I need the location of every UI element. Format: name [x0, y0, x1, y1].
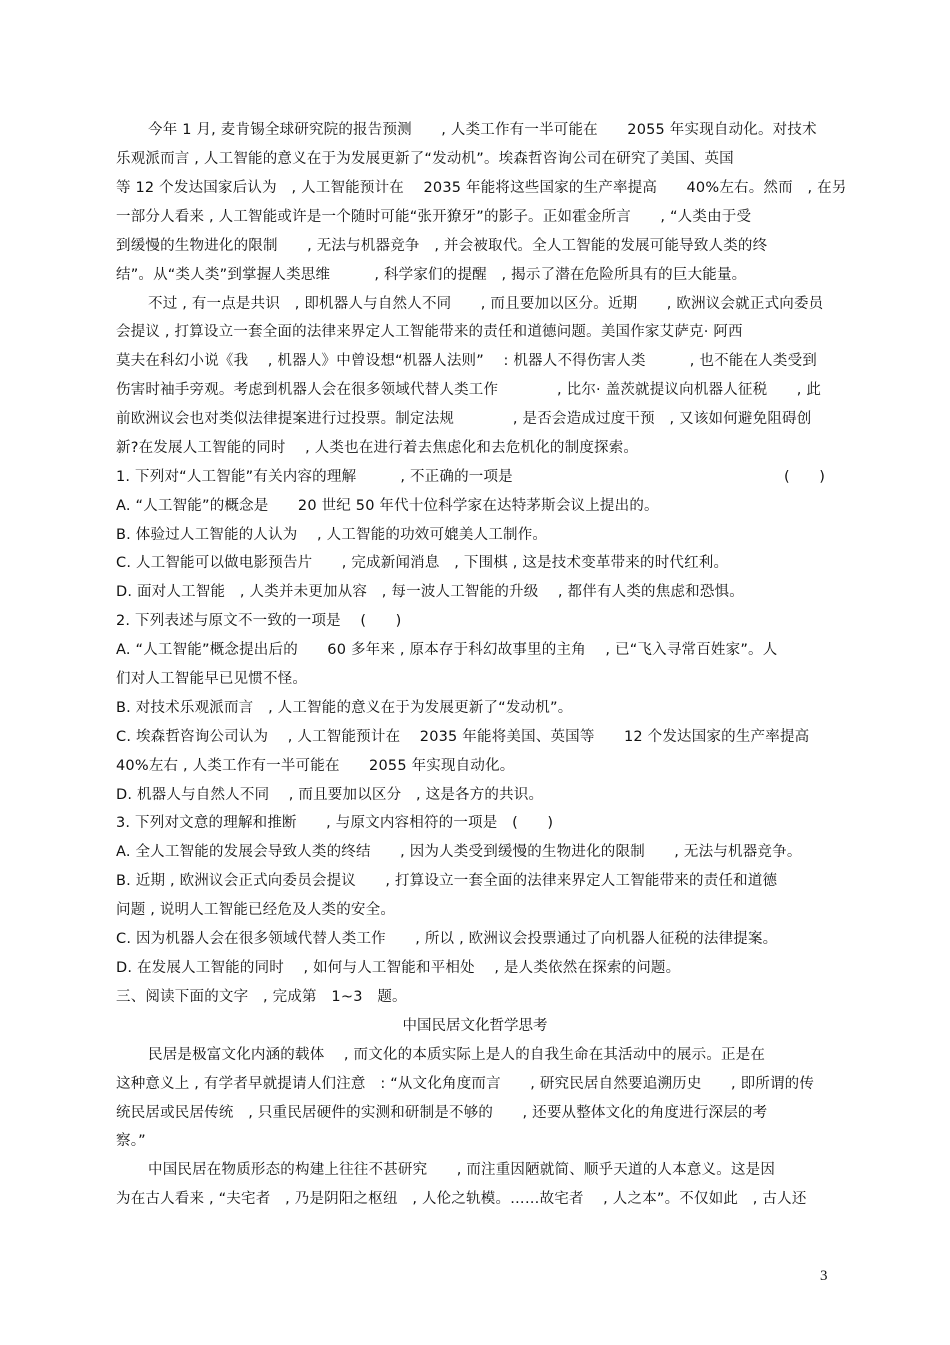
question-1-option-d: D. 面对人工智能 , 人类并未更加从容 , 每一波人工智能的升级 , 都伴有人类的焦虑和恐惧。	[116, 584, 744, 600]
paragraph-line: 这种意义上 , 有学者早就提请人们注意 : “从文化角度而言 , 研究民居自然要追溯历史 , 即所谓的传	[116, 1076, 815, 1092]
question-1-answer-paren: ( )	[784, 469, 826, 485]
paragraph-line: 莫夫在科幻小说《我 , 机器人》中曾设想“机器人法则” : 机器人不得伤害人类 , 也不能在人类受到	[116, 353, 817, 369]
paragraph-line: 为在古人看来 , “夫宅者 , 乃是阴阳之枢纽 , 人伦之轨模。……故宅者 , 人之本”。不仅如此 , 古人还	[116, 1191, 807, 1207]
paragraph-line: 等 12 个发达国家后认为 , 人工智能预计在 2035 年能将这些国家的生产率提高 40%左右。然而 , 在另	[116, 180, 847, 196]
question-1-option-a: A. “人工智能”的概念是 20 世纪 50 年代十位科学家在达特茅斯会议上提出的。	[116, 498, 659, 514]
question-1-option-b: B. 体验过人工智能的人认为 , 人工智能的功效可媲美人工制作。	[116, 527, 548, 543]
question-2-option-a-cont: 们对人工智能早已见惯不怪。	[116, 671, 308, 687]
paragraph-line: 到缓慢的生物进化的限制 , 无法与机器竞争 , 并会被取代。全人工智能的发展可能导致人类的终	[116, 238, 768, 254]
question-2-option-c-cont: 40%左右 , 人类工作有一半可能在 2055 年实现自动化。	[116, 758, 515, 774]
paragraph-line: 结”。从“类人类”到掌握人类思维 , 科学家们的提醒 , 揭示了潜在危险所具有的巨大能量。	[116, 267, 747, 283]
paragraph-line: 会提议 , 打算设立一套全面的法律来界定人工智能带来的责任和道德问题。美国作家艾萨克· 阿西	[116, 324, 743, 340]
paragraph-line: 今年 1 月, 麦肯锡全球研究院的报告预测 , 人类工作有一半可能在 2055 年实现自动化。对技术	[148, 122, 817, 138]
paragraph-line: 察。”	[116, 1133, 146, 1149]
paragraph-line: 新?在发展人工智能的同时 , 人类也在进行着去焦虑化和去危机化的制度探索。	[116, 440, 639, 456]
question-3-option-b-cont: 问题 , 说明人工智能已经危及人类的安全。	[116, 902, 396, 918]
question-3-option-c: C. 因为机器人会在很多领域代替人类工作 , 所以 , 欧洲议会投票通过了向机器人征税的法律提案。	[116, 931, 778, 947]
question-2-option-d: D. 机器人与自然人不同 , 而且要加以区分 , 这是各方的共识。	[116, 787, 544, 803]
paragraph-line: 统民居或民居传统 , 只重民居硬件的实测和研制是不够的 , 还要从整体文化的角度进行深层的考	[116, 1105, 768, 1121]
paragraph-line: 前欧洲议会也对类似法律提案进行过投票。制定法规 , 是否会造成过度干预 , 又该如何避免阻碍创	[116, 411, 812, 427]
question-3-stem: 3. 下列对文意的理解和推断 , 与原文内容相符的一项是 ( )	[116, 815, 554, 831]
question-3-option-a: A. 全人工智能的发展会导致人类的终结 , 因为人类受到缓慢的生物进化的限制 , 无法与机器竞争。	[116, 844, 802, 860]
paragraph-line: 不过 , 有一点是共识 , 即机器人与自然人不同 , 而且要加以区分。近期 , 欧洲议会就正式向委员	[148, 296, 824, 312]
question-2-option-a: A. “人工智能”概念提出后的 60 多年来 , 原本存于科幻故事里的主角 , 已“飞入寻常百姓家”。人	[116, 642, 778, 658]
question-2-option-c: C. 埃森哲咨询公司认为 , 人工智能预计在 2035 年能将美国、英国等 12 个发达国家的生产率提高	[116, 729, 810, 745]
question-3-option-d: D. 在发展人工智能的同时 , 如何与人工智能和平相处 , 是人类依然在探索的问题。	[116, 960, 681, 976]
article-title: 中国民居文化哲学思考	[402, 1018, 548, 1034]
paragraph-line: 民居是极富文化内涵的载体 , 而文化的本质实际上是人的自我生命在其活动中的展示。正是在	[148, 1047, 766, 1063]
paragraph-line: 伤害时袖手旁观。考虑到机器人会在很多领域代替人类工作 , 比尔· 盖茨就提议向机器人征税 , 此	[116, 382, 822, 398]
question-3-option-b: B. 近期 , 欧洲议会正式向委员会提议 , 打算设立一套全面的法律来界定人工智能带来的责任和道德	[116, 873, 778, 889]
paragraph-line: 中国民居在物质形态的构建上往往不甚研究 , 而注重因陋就简、顺乎天道的人本意义。这是因	[148, 1162, 776, 1178]
question-2-stem: 2. 下列表述与原文不一致的一项是 ( )	[116, 613, 402, 629]
page-number: 3	[820, 1268, 828, 1284]
section-heading: 三、阅读下面的文字 , 完成第 1~3 题。	[116, 989, 407, 1005]
paragraph-line: 乐观派而言 , 人工智能的意义在于为发展更新了“发动机”。埃森哲咨询公司在研究了美国、英国	[116, 151, 734, 167]
paragraph-line: 一部分人看来 , 人工智能或许是一个随时可能“张开獠牙”的影子。正如霍金所言 , “人类由于受	[116, 209, 752, 225]
question-1-option-c: C. 人工智能可以做电影预告片 , 完成新闻消息 , 下围棋 , 这是技术变革带来的时代红利。	[116, 555, 729, 571]
question-2-option-b: B. 对技术乐观派而言 , 人工智能的意义在于为发展更新了“发动机”。	[116, 700, 573, 716]
question-1-stem: 1. 下列对“人工智能”有关内容的理解 , 不正确的一项是	[116, 469, 513, 485]
